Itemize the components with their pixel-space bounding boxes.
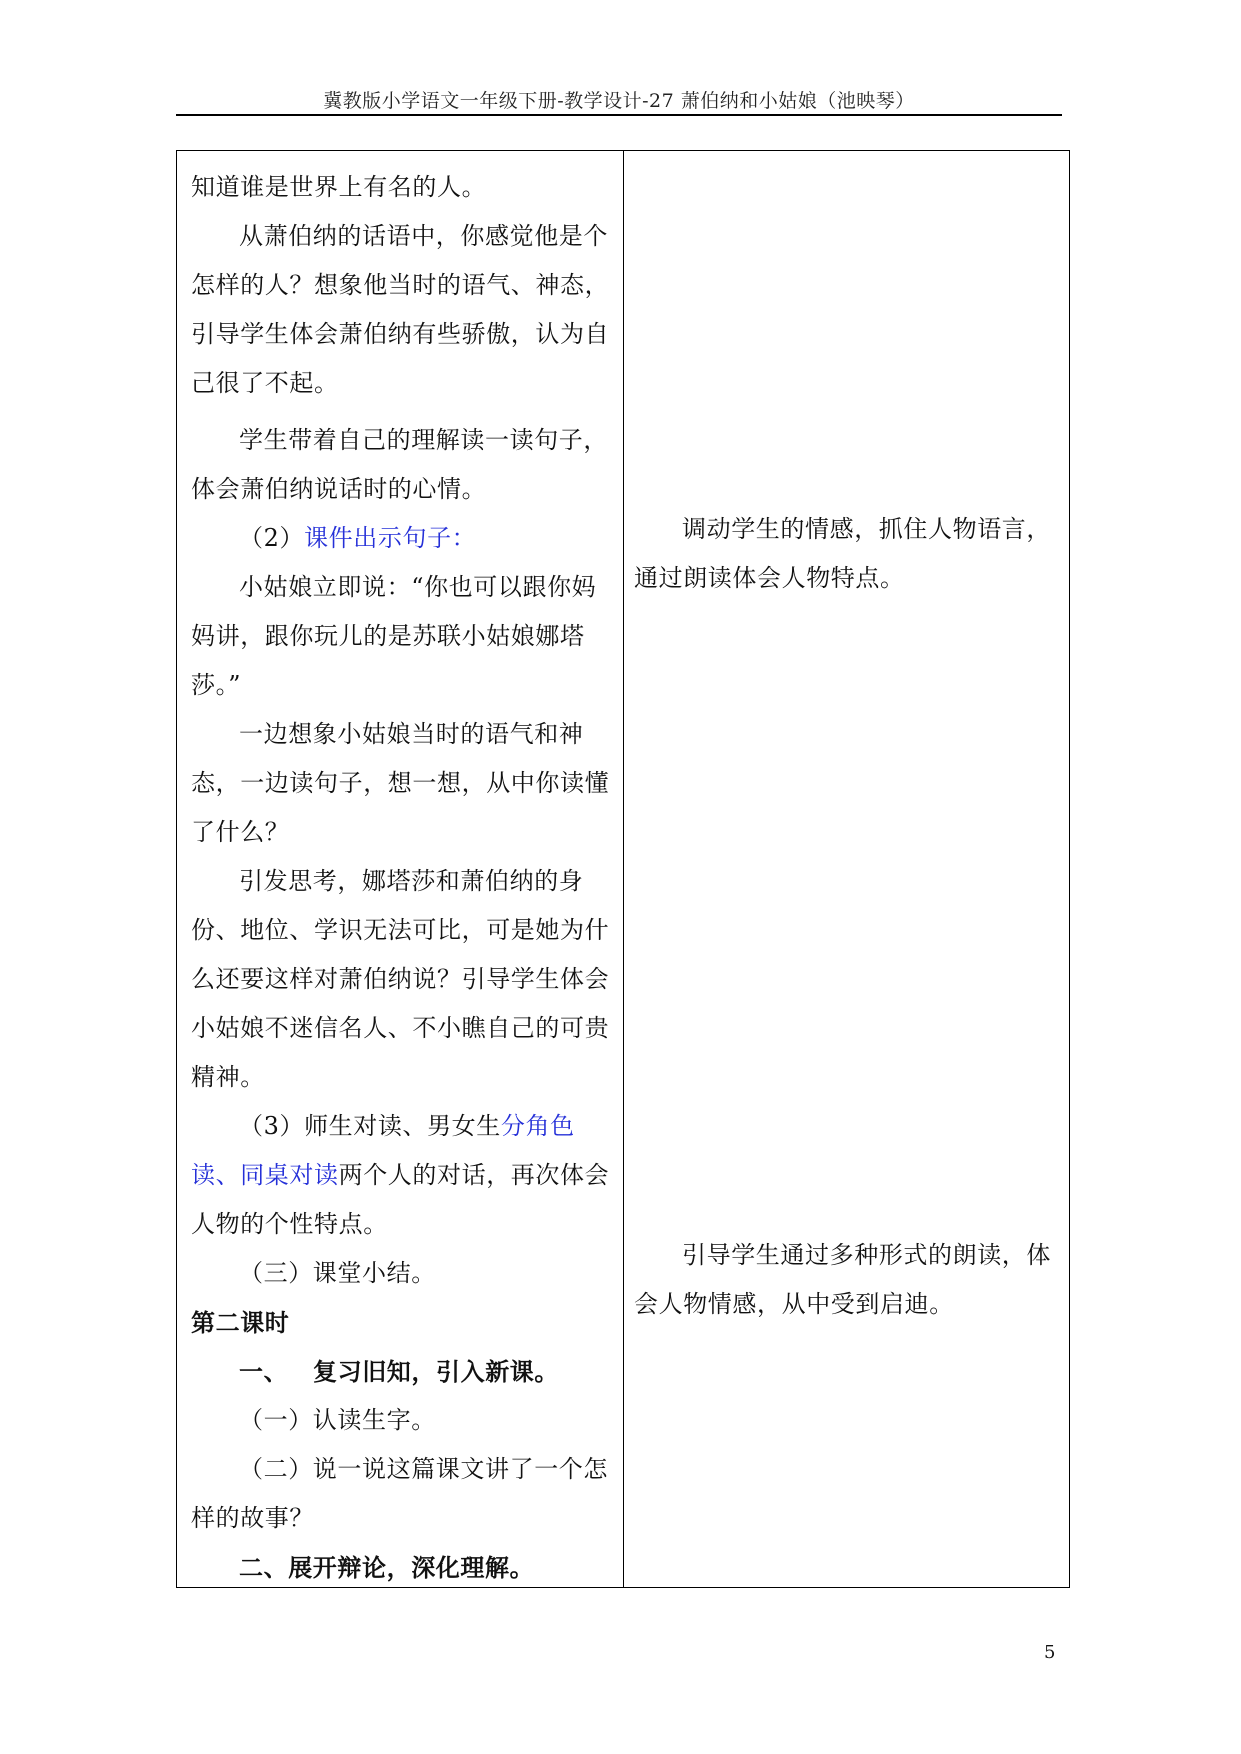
section-debate-title: 二、展开辩论，深化理解。	[239, 1553, 535, 1582]
design-intent-column	[624, 151, 1069, 1587]
page-header: 冀教版小学语文一年级下册-教学设计-27 萧伯纳和小姑娘（池映琴）	[323, 90, 915, 112]
section-review-number: 一、	[239, 1357, 289, 1386]
paragraph-class-summary: （三）课堂小结。	[239, 1259, 436, 1287]
design-note-reading: 引导学生通过多种形式的朗读，体会人物情感，从中受到启迪。	[634, 1241, 1051, 1318]
paragraph-tell-story: （二）说一说这篇课文讲了一个怎样的故事？	[191, 1455, 608, 1532]
design-note-emotion: 调动学生的情感，抓住人物语言，通过朗读体会人物特点。	[634, 515, 1051, 592]
paragraph-girl-quote: 小姑娘立即说：“你也可以跟你妈妈讲，跟你玩儿的是苏联小姑娘娜塔莎。”	[191, 573, 597, 699]
section-review-title	[191, 1347, 611, 1396]
paragraph-famous-people: 知道谁是世界上有名的人。	[191, 173, 487, 201]
paragraph-shaw-analysis: 从萧伯纳的话语中，你感觉他是个怎样的人？想象他当时的语气、神态，引导学生体会萧伯纳有些骄傲，认为自己很了不起。	[191, 222, 610, 397]
paragraph-think-identity: 引发思考，娜塔莎和萧伯纳的身份、地位、学识无法可比，可是她为什么还要这样对萧伯纳说？引导学生体会小姑娘不迷信名人、不小瞧自己的可贵精神。	[191, 867, 610, 1091]
paragraph-role-reading	[191, 1102, 611, 1249]
page-number: 5	[1044, 1642, 1056, 1663]
section-review-text: 复习旧知，引入新课。	[313, 1357, 559, 1386]
paragraph-read-sentence: 学生带着自己的理解读一读句子，体会萧伯纳说话时的心情。	[191, 426, 608, 503]
step-number: （2）	[239, 524, 305, 552]
courseware-sentence-link: 课件出示句子：	[304, 524, 477, 552]
role-reading-prefix: （3）师生对读、男女生	[239, 1112, 501, 1140]
paragraph-imagine-girl: 一边想象小姑娘当时的语气和神态，一边读句子，想一想，从中你读懂了什么？	[191, 720, 610, 846]
role-reading-suffix: 两个人的对话，再次体会人物的个性特点。	[191, 1161, 610, 1238]
lesson-two-title: 第二课时	[191, 1308, 290, 1337]
header-rule	[176, 114, 1062, 116]
paragraph-show-sentence	[191, 514, 611, 563]
teaching-process-column	[177, 151, 624, 1587]
role-reading-highlight: 分角色读、同桌对读	[191, 1112, 575, 1189]
lesson-table	[176, 150, 1070, 1588]
paragraph-read-characters: （一）认读生字。	[239, 1406, 436, 1434]
